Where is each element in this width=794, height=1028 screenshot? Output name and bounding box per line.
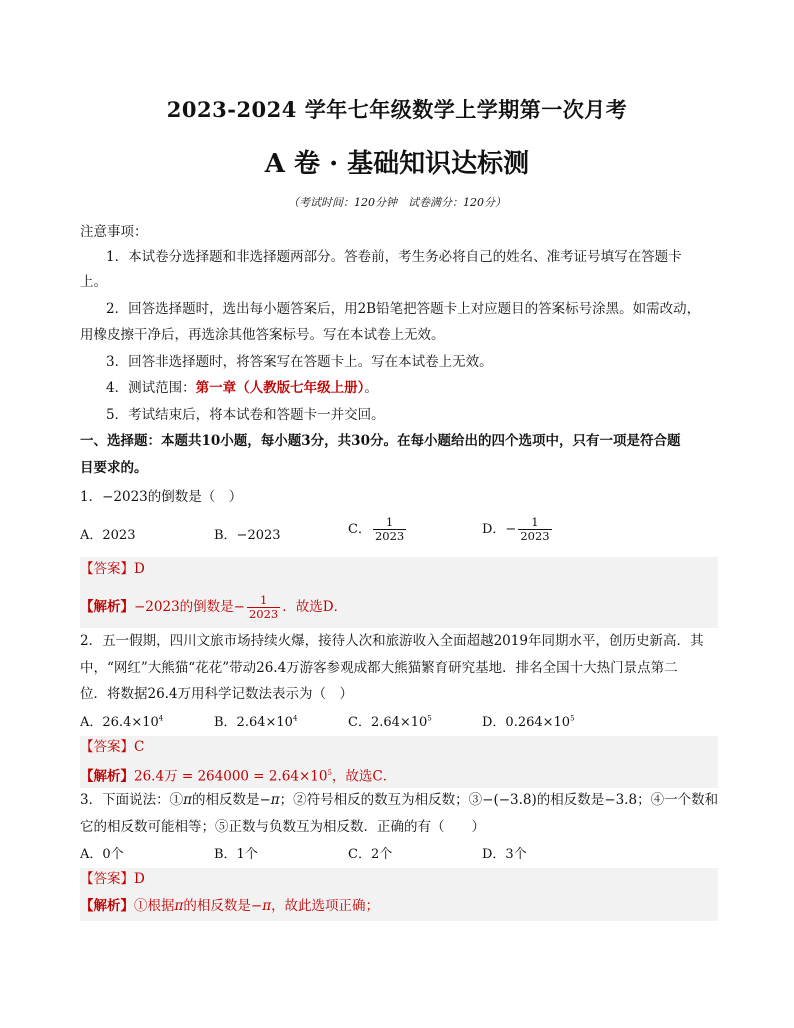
notice-item-2-line-1: 2．回答选择题时，选出每小题答案后，用2B铅笔把答题卡上对应题目的答案标号涂黑。如需改动， [106,301,701,317]
test-range: 第一章（人教版七年级上册） [195,380,365,396]
q1-stem: 1．−2023的倒数是（ ） [80,489,243,505]
exam-info: （考试时间：120分钟 试卷满分：120分） [288,196,506,209]
q2-analysis-b: 万 [164,768,178,785]
q2-option-a-base: A．26.4×10 [80,715,159,730]
notice-heading: 注意事项： [80,224,148,240]
q3-analysis-label: 【解析】 [80,898,134,914]
q1-option-d-numerator: 1 [518,516,551,530]
q2-option-d-base: D．0.264×10 [482,715,571,730]
q2-analysis-exponent: 5 [327,769,332,777]
q1-options [80,515,720,543]
q2-option-d-exponent: 5 [570,714,575,723]
q1-answer: 【答案】D [80,561,145,577]
q2-analysis-a: 26.4 [134,768,165,785]
q2-option-d [482,711,575,730]
q1-analysis-post: ．故选D． [282,599,348,615]
q2-option-c-base: C．2.64×10 [348,715,428,730]
q3-options [80,843,720,865]
notice-item-1-line-1: 1．本试卷分选择题和非选择题两部分。答卷前，考生务必将自己的姓名、准考证号填写在答题卡 [106,249,682,265]
notice-item-4-prefix: 4．测试范围： [106,380,196,396]
section-heading-line-2: 目要求的。 [80,460,148,476]
q1-option-c-label: C． [348,522,371,537]
q2-analysis-d: ，故选C． [331,768,397,785]
q1-option-d [482,516,554,543]
q1-option-d-label: D．− [482,522,517,537]
q3-stem-line-1-c: ；②符号相反的数互为相反数；③−(−3.8)的相反数是−3.8；④一个数和 [279,792,719,808]
q1-analysis-fraction [247,594,280,621]
q3-stem-pi-1: π [183,792,192,808]
notice-item-5: 5．考试结束后，将本试卷和答题卡一并交回。 [106,407,385,423]
q3-option-a: A．0个 [80,847,124,862]
q3-analysis-pre: ①根据 [134,898,175,914]
section-heading-line-1: 一、选择题：本题共10小题，每小题3分，共30分。在每小题给出的四个选项中，只有一项是符合题 [80,433,681,449]
q2-analysis-label: 【解析】 [80,768,134,785]
q1-option-c-numerator: 1 [373,516,406,530]
q3-stem-line-1-b: 的相反数是− [191,792,271,808]
q3-stem-line-1-a: 3．下面说法：① [80,792,184,808]
notice-item-1-line-2: 上。 [80,274,107,290]
q2-stem-line-1: 2．五一假期，四川文旅市场持续火爆，接待人次和旅游收入全面超越2019年同期水平，创历史新高．其 [80,633,704,649]
q2-answer: 【答案】C [80,739,145,755]
q3-analysis-mid: 的相反数是− [183,898,263,914]
q3-stem-pi-2: π [270,792,280,808]
q2-option-a [80,711,163,730]
notice-item-3: 3．回答非选择题时，将答案写在答题卡上。写在本试卷上无效。 [106,354,493,370]
q1-analysis-numerator: 1 [247,594,280,608]
q1-option-a: A．2023 [80,528,136,543]
q1-analysis-pre: −2023的倒数是− [134,599,245,615]
q3-option-c: C．2个 [348,847,393,862]
q2-option-c-exponent: 5 [427,714,432,723]
q2-option-b [214,711,297,730]
q2-option-b-base: B．2.64×10 [214,715,293,730]
q3-stem-line-1 [80,790,720,810]
q2-option-a-exponent: 4 [158,714,164,723]
q1-analysis-denominator: 2023 [248,607,279,621]
q1-option-c-denominator: 2023 [374,529,405,543]
q1-analysis [80,594,720,621]
q2-option-c [348,711,432,730]
q1-option-d-denominator: 2023 [520,529,550,543]
notice-item-4 [106,378,746,398]
exam-title: 2023-2024 学年七年级数学上学期第一次月考 [166,97,628,122]
q2-stem-line-2: 中，“网红”大熊猫“花花”带动26.4万游客参观成都大熊猫繁育研究基地．排名全国十大热门景点第二 [80,660,678,676]
q3-answer: 【答案】D [80,871,145,887]
q2-option-b-exponent: 4 [292,714,298,723]
q2-analysis-c: = 264000 = 2.64×10 [177,768,328,785]
q1-option-b: B．−2023 [214,528,281,543]
exam-subtitle: A 卷 · 基础知识达标测 [264,149,530,179]
q1-analysis-label: 【解析】 [80,599,134,615]
q2-options [80,711,720,733]
q2-stem-line-3: 位．将数据26.4万用科学记数法表示为（ ） [80,686,354,702]
q3-analysis [80,896,720,916]
q3-option-b: B．1个 [214,847,258,862]
q2-analysis [80,763,720,787]
q1-option-d-fraction [518,516,551,543]
notice-item-2-line-2: 用橡皮擦干净后，再选涂其他答案标号。写在本试卷上无效。 [80,327,445,343]
q3-analysis-post: ，故此选项正确； [271,898,380,914]
q1-option-c-fraction [373,516,406,543]
q3-analysis-pi-1: π [174,898,184,914]
q3-option-d: D．3个 [482,847,527,862]
notice-item-4-suffix: 。 [364,380,378,396]
q1-option-c [348,516,408,543]
q3-analysis-pi-2: π [262,898,272,914]
q3-stem-line-2: 它的相反数可能相等；⑤正数与负数互为相反数．正确的有（ ） [80,819,485,835]
